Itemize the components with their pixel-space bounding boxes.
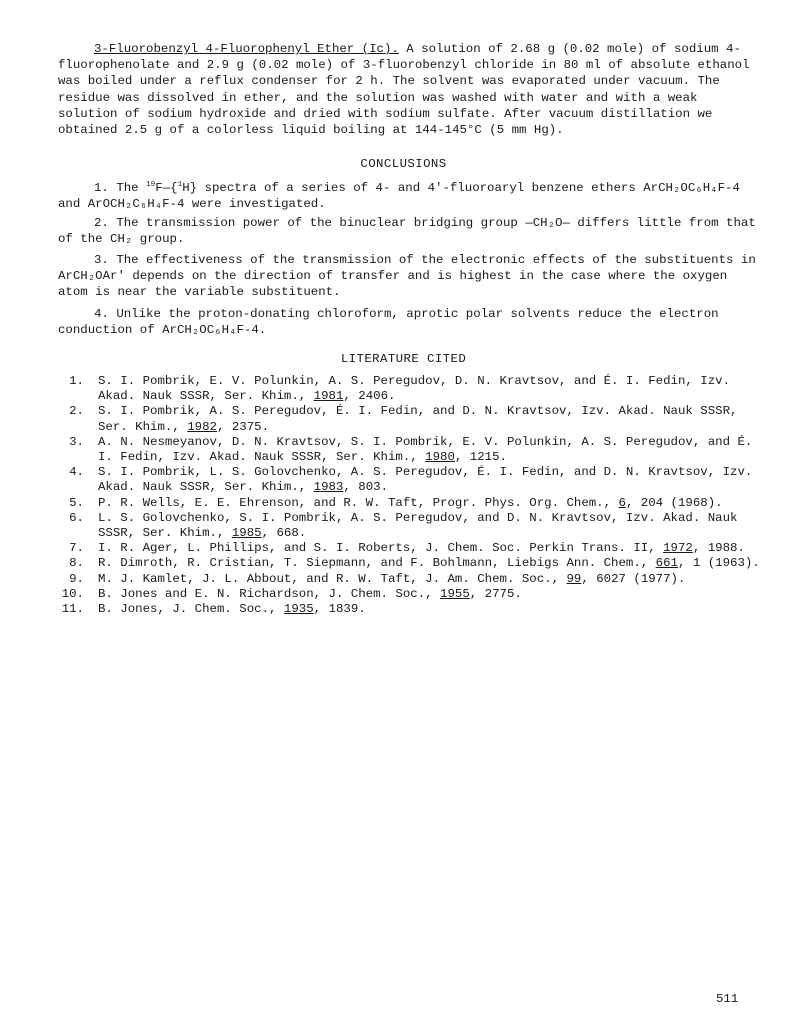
synthesis-paragraph [58, 41, 758, 138]
literature-heading: LITERATURE CITED [340, 352, 467, 366]
reference-item: 11. B. Jones, J. Chem. Soc., 1935, 1839. [61, 602, 366, 617]
conclusion-item: 1. The $^{19}$F—{$^1$H} spectra of a series of 4- and 4'-fluoroaryl benzene ethers ArCH₂OC₆H₄F-4 and ArOCH₂C₆H₄F-4 were investigated. [58, 180, 740, 212]
reference-item: 3. A. N. Nesmeyanov, D. N. Kravtsov, S. I. Pombrik, E. V. Polunkin, A. S. Peregudov, and É. I. Fedin, Izv. Akad. Nauk SSSR, Ser. Khim., 1980, 1215. [69, 434, 753, 465]
reference-item: 9. M. J. Kamlet, J. L. Abbout, and R. W. Taft, J. Am. Chem. Soc., 99, 6027 (1977). [69, 571, 686, 586]
page-number: 511 [716, 992, 739, 1006]
reference-item: 1. S. I. Pombrik, E. V. Polunkin, A. S. Peregudov, D. N. Kravtsov, and É. I. Fedin, Izv. Akad. Nauk SSSR, Ser. Khim., 1981, 2406. [69, 374, 731, 404]
reference-item: 4. S. I. Pombrik, L. S. Golovchenko, A. S. Peregudov, É. I. Fedin, and D. N. Kravtsov, Izv. Akad. Nauk SSSR, Ser. Khim., 1983, 803. [69, 465, 753, 495]
reference-item: 10. B. Jones and E. N. Richardson, J. Chem. Soc., 1955, 2775. [61, 586, 522, 601]
reference-item: 7. I. R. Ager, L. Phillips, and S. I. Roberts, J. Chem. Soc. Perkin Trans. II, 1972, 1988. [69, 541, 745, 556]
reference-item: 8. R. Dimroth, R. Cristian, T. Siepmann, and F. Bohlmann, Liebigs Ann. Chem., 661, 1 (1963). [69, 556, 760, 571]
reference-list [60, 374, 760, 617]
conclusion-item: 3. The effectiveness of the transmission of the electronic effects of the substituents in ArCH₂OAr' depends on the direction of transfer and is highest in the case where the oxygen atom is near the variable substituent. [58, 253, 756, 300]
compound-title: 3-Fluorobenzyl 4-Fluorophenyl Ether (Ic). [94, 42, 399, 56]
conclusion-item: 4. Unlike the proton-donating chloroform, aprotic polar solvents reduce the electron conduction of ArCH₂OC₆H₄F-4. [58, 307, 719, 338]
synthesis-text: A solution of 2.68 g (0.02 mole) of sodium 4-fluorophenolate and 2.9 g (0.02 mole) of 3-fluorobenzyl chloride in 80 ml of absolute ethanol was boiled under a reflux condenser for 2 h. The solvent was evaporated under vacuum. The residue was dissolved in ether, and the solution was washed with water and with a weak solution of sodium hydroxide and dried with sodium sulfate. After vacuum distillation we obtained 2.5 g of a colorless liquid boiling at 144-145°C (5 mm Hg). [58, 42, 750, 138]
conclusion-item: 2. The transmission power of the binuclear bridging group —CH₂O— differs little from that of the CH₂ group. [58, 216, 756, 247]
reference-item: 6. L. S. Golovchenko, S. I. Pombrik, A. S. Peregudov, and D. N. Kravtsov, Izv. Akad. Nauk SSSR, Ser. Khim., 1985, 668. [69, 510, 738, 541]
conclusions-heading: CONCLUSIONS [360, 157, 447, 171]
reference-item: 2. S. I. Pombrik, A. S. Peregudov, É. I. Fedin, and D. N. Kravtsov, Izv. Akad. Nauk SSSR, Ser. Khim., 1982, 2375. [69, 404, 738, 434]
reference-item: 5. P. R. Wells, E. E. Ehrenson, and R. W. Taft, Progr. Phys. Org. Chem., 6, 204 (1968). [69, 495, 723, 510]
